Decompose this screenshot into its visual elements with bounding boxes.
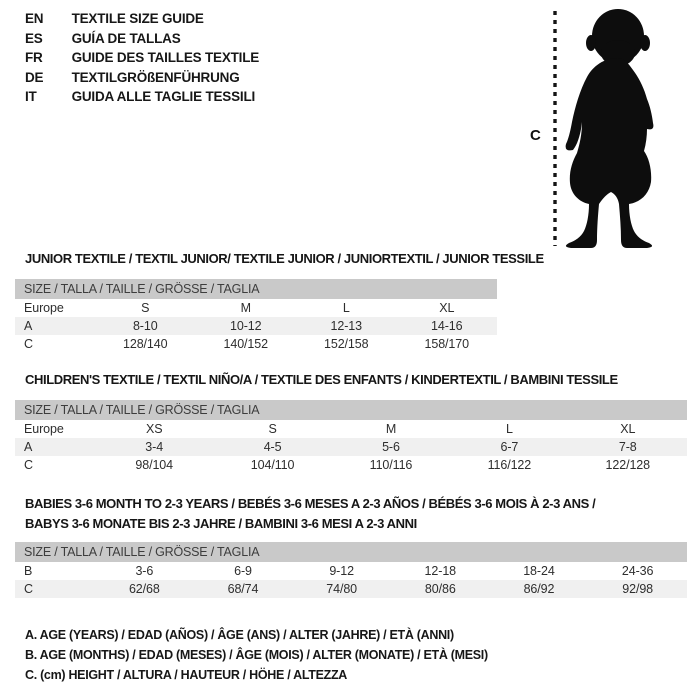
language-row [25,68,259,88]
language-label: TEXTILGRÖßENFÜHRUNG [71,69,240,85]
size-header-bar: SIZE / TALLA / TAILLE / GRÖSSE / TAGLIA [15,279,497,299]
children-table [15,400,687,474]
size-cell: L [342,301,350,315]
size-cell: 9-12 [329,564,354,578]
size-cell: S [141,301,150,315]
table-row-height [15,456,687,474]
size-cell: 12-18 [424,564,457,578]
size-cell: 12-13 [330,319,362,333]
footnote-b: B. AGE (MONTHS) / EDAD (MESES) / ÂGE (MOIS) / ALTER (MONATE) / ETÀ (MESI) [25,648,488,662]
size-cell: M [385,422,397,436]
language-label: GUIDA ALLE TAGLIE TESSILI [71,89,256,104]
junior-size-table [15,299,497,353]
row-label: Europe [24,301,64,315]
size-cell: 140/152 [223,337,268,351]
size-cell: 3-6 [135,564,154,578]
size-cell: 3-4 [145,440,164,454]
table-row-height [15,335,497,353]
language-row [25,87,259,107]
babies-section-title [25,494,665,534]
row-label: A [24,440,33,454]
size-cell: XL [620,422,636,436]
size-cell: 6-9 [234,564,252,578]
size-cell: 18-24 [523,564,555,578]
size-cell: 152/158 [324,337,369,351]
size-cell: 104/110 [250,458,295,472]
size-cell: 98/104 [135,458,174,472]
size-cell: M [240,301,251,315]
size-cell: XL [439,301,455,315]
language-row [25,48,259,68]
language-list [25,9,259,107]
size-cell: 7-8 [618,440,637,454]
table-row-europe [15,299,497,317]
size-cell: 24-36 [621,564,654,578]
language-label: GUÍA DE TALLAS [71,30,181,46]
size-cell: S [268,422,277,436]
babies-title-line2: BABYS 3-6 MONATE BIS 2-3 JAHRE / BAMBINI 3-6 MESI A 2-3 ANNI [25,516,417,531]
size-cell: 158/170 [424,337,469,351]
size-cell: 128/140 [123,337,168,351]
language-row [25,29,259,49]
size-header-bar: SIZE / TALLA / TAILLE / GRÖSSE / TAGLIA [15,542,687,562]
babies-table [15,542,687,598]
size-cell: 62/68 [128,582,160,596]
footnote-a: A. AGE (YEARS) / EDAD (AÑOS) / ÂGE (ANS) / ALTER (JAHRE) / ETÀ (ANNI) [25,628,454,642]
row-label: C [24,458,33,472]
row-label: C [24,582,33,596]
size-cell: 74/80 [326,582,358,596]
babies-size-table [15,562,687,598]
toddler-silhouette-figure [546,6,670,252]
size-cell: 122/128 [605,458,651,472]
footnote-c: C. (cm) HEIGHT / ALTURA / HAUTEUR / HÖHE / ALTEZZA [25,668,348,682]
language-code: IT [25,89,37,104]
size-cell: 4-5 [263,440,282,454]
language-code: DE [25,69,44,85]
size-cell: XS [145,422,163,436]
height-measure-label: C [530,127,541,144]
table-row-europe [15,420,687,438]
row-label: B [24,564,33,578]
children-size-table [15,420,687,474]
size-cell: 14-16 [431,319,463,333]
junior-section-title: JUNIOR TEXTILE / TEXTIL JUNIOR/ TEXTILE JUNIOR / JUNIORTEXTIL / JUNIOR TESSILE [25,251,544,266]
size-cell: 92/98 [622,582,654,596]
size-cell: 10-12 [230,319,262,333]
junior-table [15,279,497,353]
size-header-bar: SIZE / TALLA / TAILLE / GRÖSSE / TAGLIA [15,400,687,420]
language-label: GUIDE DES TAILLES TEXTILE [71,50,260,65]
table-row-height [15,580,687,598]
language-label: TEXTILE SIZE GUIDE [71,11,204,26]
row-label: C [24,337,33,351]
footnotes [25,625,488,685]
size-cell: 8-10 [132,319,158,333]
language-row [25,9,259,29]
size-cell: 6-7 [500,440,519,454]
size-cell: L [505,422,513,436]
size-cell: 86/92 [523,582,555,596]
children-section-title: CHILDREN'S TEXTILE / TEXTIL NIÑO/A / TEXTILE DES ENFANTS / KINDERTEXTIL / BAMBINI TESSILE [25,372,618,387]
table-row-age [15,317,497,335]
row-label: A [24,319,33,333]
language-code: EN [25,11,44,26]
language-code: ES [25,30,43,46]
size-cell: 80/86 [424,582,456,596]
table-row-age [15,438,687,456]
table-row-months [15,562,687,580]
size-cell: 116/122 [487,458,532,472]
size-cell: 5-6 [382,440,400,454]
size-cell: 68/74 [227,582,259,596]
toddler-silhouette [566,9,654,248]
babies-title-line1: BABIES 3-6 MONTH TO 2-3 YEARS / BEBÉS 3-6 MESES A 2-3 AÑOS / BÉBÉS 3-6 MOIS À 2-3 ANS / [25,496,596,511]
row-label: Europe [24,422,64,436]
size-cell: 110/116 [369,458,413,472]
language-code: FR [25,50,43,65]
